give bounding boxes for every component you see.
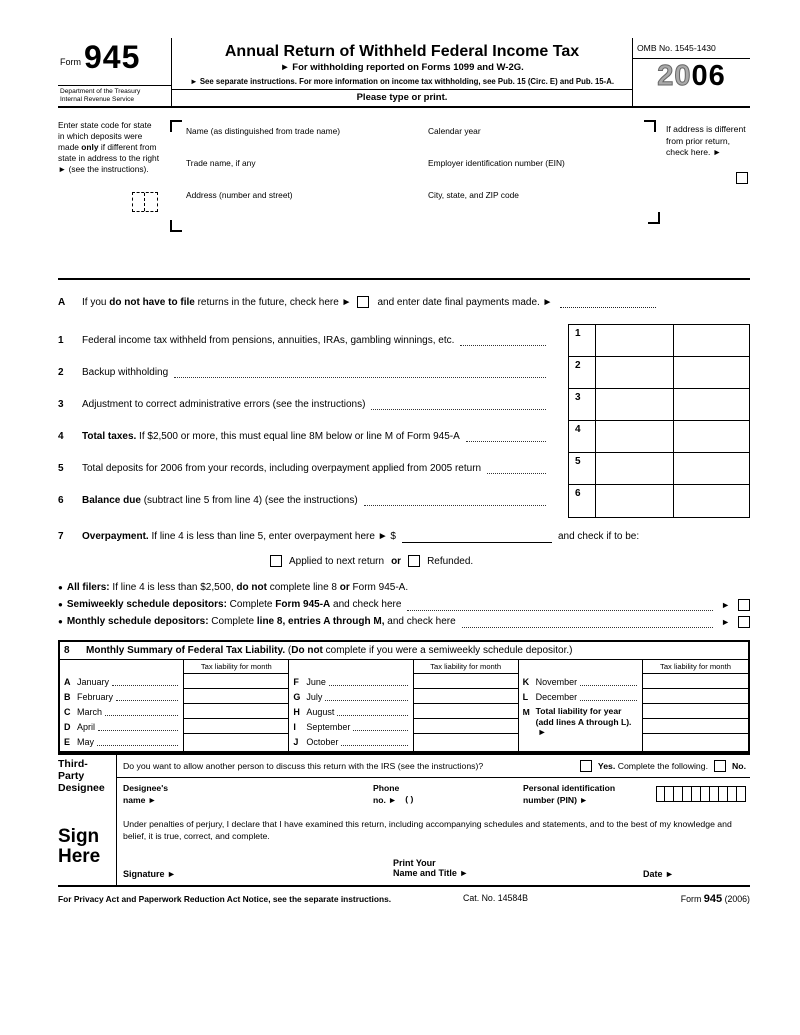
line-2-box-number: 2 <box>569 357 596 388</box>
line-4-amount-input[interactable] <box>596 421 674 452</box>
line-6-amount-input[interactable] <box>596 485 674 517</box>
pin-box <box>692 786 701 802</box>
line-2-cents-input[interactable] <box>674 357 749 388</box>
third-party-question: Do you want to allow another person to discuss this return with the IRS (see the instructions)? <box>123 761 484 771</box>
summary-blank-cell <box>643 704 748 719</box>
line-7-label: Overpayment. If line 4 is less than line 5, enter overpayment here ► $ <box>82 531 396 542</box>
phone-label-line2: no. ► <box>373 794 397 805</box>
calendar-year-input[interactable] <box>428 124 578 154</box>
amount-entry-table <box>568 324 750 518</box>
pin-label <box>523 783 648 806</box>
summary-months-1 <box>60 660 183 751</box>
month-c-amount-input[interactable] <box>184 704 288 719</box>
line-4-amount-row <box>569 421 749 453</box>
month-i-amount-input[interactable] <box>414 719 518 734</box>
month-leader <box>112 677 178 686</box>
line-5-box-number: 5 <box>569 453 596 484</box>
all-filers-bullet <box>58 579 750 596</box>
month-leader <box>116 692 178 701</box>
month-leader <box>353 722 407 731</box>
subtitle-2: ► See separate instructions. For more information on income tax withholding, see Pub. 15 (Circ. E) and Pub. 15-A. <box>189 77 615 86</box>
summary-amounts-1 <box>183 660 289 751</box>
bracket-mark-top-left <box>170 120 182 132</box>
phone-label <box>373 783 399 806</box>
year-prefix: 20 <box>657 60 692 92</box>
tax-liability-header-3: Tax liability for month <box>643 660 748 674</box>
applied-label: Applied to next return <box>289 555 385 567</box>
line-4-label: Total taxes. If $2,500 or more, this must equal line 8M below or line M of Form 945-A <box>82 430 460 442</box>
month-letter: D <box>64 721 71 732</box>
date-input[interactable] <box>643 869 748 879</box>
phone-area-code: ( ) <box>405 794 414 804</box>
month-letter: E <box>64 736 71 747</box>
final-payment-date-input[interactable] <box>560 296 656 308</box>
month-a-amount-input[interactable] <box>184 674 288 689</box>
sign-title-line2: Here <box>58 846 101 868</box>
city-label: City, state, and ZIP code <box>428 190 519 200</box>
ein-label: Employer identification number (EIN) <box>428 158 565 168</box>
month-letter: G <box>293 691 301 702</box>
line-4-number: 4 <box>58 430 64 442</box>
line-6-label: Balance due (subtract line 5 from line 4) (see the instructions) <box>82 494 358 506</box>
signature-input[interactable] <box>123 869 393 879</box>
bullet-icon: ● <box>58 617 63 626</box>
month-f-amount-input[interactable] <box>414 674 518 689</box>
bullet-icon: ● <box>58 600 63 609</box>
signature-section <box>58 815 750 887</box>
yes-label: Yes. Complete the following. <box>597 761 708 771</box>
total-label: Total liability for year (add lines A through L). ► <box>535 706 632 738</box>
signature-content <box>116 815 750 885</box>
line-6-cents-input[interactable] <box>674 485 749 517</box>
agency-block <box>58 85 171 106</box>
sign-here-title <box>58 815 116 885</box>
month-g-amount-input[interactable] <box>414 689 518 704</box>
month-name: March <box>77 706 103 717</box>
line-2-amount-row <box>569 357 749 389</box>
trade-name-label: Trade name, if any <box>186 158 256 168</box>
month-row-july <box>293 689 410 704</box>
line-a-letter: A <box>58 296 66 308</box>
month-row-august <box>293 704 410 719</box>
privacy-act-notice: For Privacy Act and Paperwork Reduction Act Notice, see the separate instructions. <box>58 894 392 905</box>
address-change-checkbox[interactable] <box>736 172 748 184</box>
address-change-block <box>662 120 750 270</box>
month-leader <box>337 707 407 716</box>
month-row-april <box>64 719 181 734</box>
designee-name-label-line2: name ► <box>123 794 157 805</box>
month-letter: C <box>64 706 71 717</box>
pin-box <box>656 786 665 802</box>
monthly-leader <box>462 616 713 628</box>
signature-row <box>123 858 748 882</box>
month-leader <box>341 737 407 746</box>
month-name: September <box>306 721 351 732</box>
state-code-input[interactable] <box>132 192 158 212</box>
bracket-mark-bottom-left <box>170 220 182 232</box>
semiweekly-text: Semiweekly schedule depositors: Complete Form 945-A and check here <box>66 599 402 610</box>
month-row-february <box>64 689 181 704</box>
applied-to-next-return-checkbox[interactable] <box>270 555 282 567</box>
line-6-leader <box>364 494 546 506</box>
trade-name-input[interactable] <box>186 156 416 186</box>
state-note-post: if different from state in address to the right ► (see the instructions). <box>58 141 160 174</box>
month-name: December <box>535 691 578 702</box>
line-3-amount-row <box>569 389 749 421</box>
overpayment-choice-row <box>58 555 750 567</box>
entity-section <box>58 120 750 270</box>
summary-amounts-2 <box>413 660 519 751</box>
month-leader <box>329 677 408 686</box>
pin-box <box>665 786 674 802</box>
line-4-leader <box>466 430 546 442</box>
summary-title: Monthly Summary of Federal Tax Liability. (Do not complete if you were a semiweekly schedule depositor.) <box>86 645 573 656</box>
month-l-amount-input[interactable] <box>643 689 748 704</box>
month-row-december <box>523 689 640 704</box>
month-name: January <box>77 676 110 687</box>
line-2-leader <box>174 366 546 378</box>
line-6-box-number: 6 <box>569 485 596 517</box>
line-5-leader <box>487 462 546 474</box>
line-6-amount-row <box>569 485 749 517</box>
month-row-june <box>293 674 410 689</box>
overpayment-amount-input[interactable] <box>402 530 552 543</box>
summary-group-1 <box>60 660 289 751</box>
month-letter: H <box>293 706 300 717</box>
semiweekly-bullet <box>58 596 750 613</box>
section-divider <box>58 278 750 280</box>
calendar-year-label: Calendar year <box>428 126 481 136</box>
year-suffix: 06 <box>691 60 726 92</box>
phone-label-line1: Phone <box>373 783 400 793</box>
no-label: No. <box>732 761 746 771</box>
name-input[interactable] <box>186 124 416 154</box>
line-a <box>58 296 750 308</box>
month-j-amount-input[interactable] <box>414 734 518 749</box>
line-2-number: 2 <box>58 366 64 378</box>
line-4-cents-input[interactable] <box>674 421 749 452</box>
tax-liability-header-2: Tax liability for month <box>414 660 518 674</box>
omb-year-block <box>632 38 750 106</box>
month-k-amount-input[interactable] <box>643 674 748 689</box>
monthly-text: Monthly schedule depositors: Complete line 8, entries A through M, and check here <box>66 616 456 627</box>
dept-line2: Internal Revenue Service <box>60 95 135 103</box>
address-input[interactable] <box>186 188 416 218</box>
semiweekly-leader <box>407 599 713 611</box>
designee-detail-row <box>117 777 750 815</box>
month-name: August <box>306 706 335 717</box>
month-row-november <box>523 674 640 689</box>
line-2-amount-input[interactable] <box>596 357 674 388</box>
name-label: Name (as distinguished from trade name) <box>186 126 341 136</box>
line-3-amount-input[interactable] <box>596 389 674 420</box>
pin-box <box>701 786 710 802</box>
bracket-mark-bottom-right <box>648 212 660 224</box>
month-name: May <box>77 736 95 747</box>
third-party-title-line2: Party <box>58 770 85 783</box>
month-e-amount-input[interactable] <box>184 734 288 749</box>
third-party-title <box>58 755 116 815</box>
month-letter: J <box>293 736 299 747</box>
pin-box <box>710 786 719 802</box>
line-1-amount-input[interactable] <box>596 325 674 356</box>
month-row-september <box>293 719 410 734</box>
third-party-title-line1: Third- <box>58 758 88 770</box>
refunded-checkbox[interactable] <box>408 555 420 567</box>
month-row-may <box>64 734 181 749</box>
or-label: or <box>391 555 402 567</box>
line-3-label: Adjustment to correct administrative errors (see the instructions) <box>82 398 366 410</box>
month-name: November <box>535 676 578 687</box>
address-label: Address (number and street) <box>186 190 293 200</box>
line-6-number: 6 <box>58 494 64 506</box>
monthly-summary-table <box>58 640 750 753</box>
refunded-label: Refunded. <box>427 555 474 567</box>
omb-number: OMB No. 1545-1430 <box>633 38 750 59</box>
designee-no-checkbox[interactable] <box>714 760 726 772</box>
signature-label: Signature ► <box>123 869 176 880</box>
form-word: Form <box>60 57 81 68</box>
line-2-label: Backup withholding <box>82 366 169 378</box>
third-party-question-row <box>117 755 750 777</box>
month-leader <box>580 692 637 701</box>
summary-months-3 <box>519 660 642 751</box>
line-5-amount-input[interactable] <box>596 453 674 484</box>
pin-input[interactable] <box>656 786 746 802</box>
date-label: Date ► <box>643 869 674 880</box>
month-name: July <box>306 691 323 702</box>
line-7-row <box>58 530 750 543</box>
total-m-amount-input[interactable] <box>643 734 748 749</box>
title-block <box>172 38 632 106</box>
pin-box <box>683 786 692 802</box>
address-change-note: If address is different from prior return, check here. ► <box>666 124 746 158</box>
month-leader <box>325 692 407 701</box>
summary-amounts-3 <box>642 660 748 751</box>
designee-name-input[interactable] <box>123 783 373 806</box>
print-name-label-line1: Print Your <box>393 857 436 868</box>
line-4-box-number: 4 <box>569 421 596 452</box>
summary-blank-cell <box>643 719 748 734</box>
pin-label-line2: number (PIN) ► <box>523 794 588 805</box>
third-party-content <box>116 755 750 815</box>
entity-fields <box>170 120 662 270</box>
form-number-block <box>58 38 172 106</box>
tax-liability-header-1: Tax liability for month <box>184 660 288 674</box>
month-b-amount-input[interactable] <box>184 689 288 704</box>
month-h-amount-input[interactable] <box>414 704 518 719</box>
state-note-bold: only <box>81 141 99 152</box>
total-letter: M <box>522 707 530 717</box>
month-row-october <box>293 734 410 749</box>
line-3-box-number: 3 <box>569 389 596 420</box>
summary-title-row <box>60 642 748 660</box>
month-row-january <box>64 674 181 689</box>
month-name: October <box>306 736 339 747</box>
state-code-divider <box>133 193 145 211</box>
line-1-label: Federal income tax withheld from pensions, annuities, IRAs, gambling winnings, etc. <box>82 334 455 346</box>
summary-group-2 <box>289 660 518 751</box>
month-row-march <box>64 704 181 719</box>
line-8-number: 8 <box>64 645 70 656</box>
form-reference: Form 945 (2006) <box>680 893 750 906</box>
semiweekly-checkbox[interactable] <box>738 599 750 611</box>
type-or-print-note: Please type or print. <box>172 89 632 103</box>
month-d-amount-input[interactable] <box>184 719 288 734</box>
monthly-checkbox[interactable] <box>738 616 750 628</box>
summary-months-2 <box>289 660 412 751</box>
line-1-box-number: 1 <box>569 325 596 356</box>
line-a-text-1: If you do not have to file returns in the future, check here ► <box>82 296 352 308</box>
line-3-leader <box>371 398 546 410</box>
line-1-number: 1 <box>58 334 64 346</box>
month-letter: L <box>522 691 529 702</box>
summary-body <box>60 660 748 751</box>
month-name: April <box>77 721 96 732</box>
month-letter: F <box>293 676 299 687</box>
form-header <box>58 38 750 108</box>
city-input[interactable] <box>428 188 598 218</box>
sign-title-line1: Sign <box>58 826 100 848</box>
designee-yes-checkbox[interactable] <box>580 760 592 772</box>
bullet-icon: ● <box>58 583 63 592</box>
arrow-right-icon: ► <box>721 616 730 627</box>
page-title: Annual Return of Withheld Federal Income Tax <box>224 43 580 60</box>
total-liability-row <box>523 706 640 739</box>
ein-input[interactable] <box>428 156 598 186</box>
line-1-amount-row <box>569 325 749 357</box>
pin-box <box>674 786 683 802</box>
line-3-number: 3 <box>58 398 64 410</box>
print-name-input[interactable] <box>393 858 643 880</box>
tax-lines-section <box>58 324 750 518</box>
pin-box <box>737 786 746 802</box>
pin-box <box>719 786 728 802</box>
dept-line1: Department of the Treasury <box>60 87 141 95</box>
third-party-section <box>58 753 750 815</box>
line-1-leader <box>460 334 546 346</box>
depositor-instructions <box>58 579 750 630</box>
catalog-number: Cat. No. 14584B <box>463 893 529 904</box>
designee-phone-input[interactable] <box>373 783 523 806</box>
arrow-right-icon: ► <box>537 727 547 738</box>
state-note-pre: Enter state code for state in which deposits were made <box>58 120 152 152</box>
arrow-right-icon: ► <box>721 599 730 610</box>
month-leader <box>97 737 178 746</box>
line-3-cents-input[interactable] <box>674 389 749 420</box>
month-leader <box>98 722 178 731</box>
page-footer <box>58 893 750 905</box>
designee-name-label-line1: Designee's <box>123 783 169 793</box>
perjury-statement: Under penalties of perjury, I declare that I have examined this return, including accompanying schedules and statements, and to the best of my knowledge and belief, it is true, correct, and complete. <box>123 819 732 841</box>
pin-box <box>728 786 737 802</box>
all-filers-text: All filers: If line 4 is less than $2,500, do not complete line 8 or Form 945-A. <box>66 582 409 593</box>
bracket-mark-top-right <box>644 120 656 132</box>
month-letter: K <box>522 676 530 687</box>
print-name-label-line2: Name and Title ► <box>393 868 469 879</box>
month-leader <box>105 707 178 716</box>
line-5-cents-input[interactable] <box>674 453 749 484</box>
month-name: June <box>306 676 326 687</box>
final-return-checkbox[interactable] <box>357 296 369 308</box>
monthly-bullet <box>58 613 750 630</box>
state-code-note <box>58 120 170 270</box>
summary-group-3 <box>519 660 748 751</box>
third-party-title-line3: Designee <box>58 782 105 795</box>
line-5-label: Total deposits for 2006 from your records, including overpayment applied from 2005 return <box>82 462 482 474</box>
tax-year <box>633 59 750 93</box>
line-a-text-2: and enter date final payments made. ► <box>377 296 553 308</box>
pin-label-line1: Personal identification <box>523 783 616 793</box>
line-5-amount-row <box>569 453 749 485</box>
month-name: February <box>77 691 114 702</box>
line-7-suffix: and check if to be: <box>557 531 640 542</box>
line-1-cents-input[interactable] <box>674 325 749 356</box>
line-5-number: 5 <box>58 462 64 474</box>
line-7-number: 7 <box>58 531 64 542</box>
subtitle-1: ► For withholding reported on Forms 1099 and W-2G. <box>280 62 524 73</box>
month-letter: I <box>293 721 296 732</box>
month-letter: B <box>64 691 71 702</box>
month-letter: A <box>64 676 71 687</box>
month-leader <box>580 677 637 686</box>
form-number: 945 <box>84 39 141 75</box>
